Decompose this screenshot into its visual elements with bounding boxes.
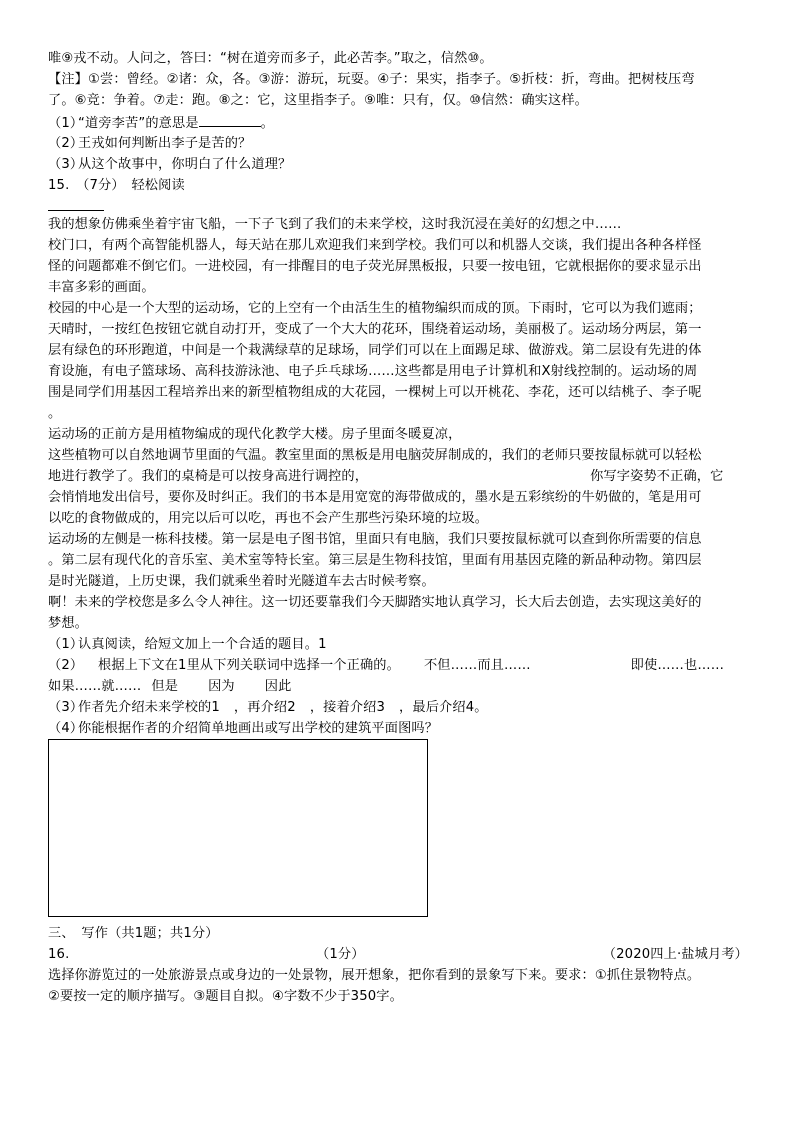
annotation-line: 了。⑥竞：争着。⑦走：跑。⑧之：它，这里指李子。⑨唯：只有，仅。⑩信然：确实这样。: [48, 93, 589, 108]
q15-header: 15. （7分） 轻松阅读: [48, 178, 185, 193]
option: 不但……而且……: [423, 658, 531, 673]
passage-line: 层有绿色的环形跑道，中间是一个栽满绿草的足球场，同学们可以在上面踢足球、做游戏。第二层设有先进的体: [48, 343, 702, 358]
sub-question-number: （2）: [48, 136, 84, 151]
q14-sub2: [48, 135, 251, 153]
drawing-answer-box[interactable]: [48, 739, 428, 917]
q15-sub1: （1）认真阅读，给短文加上一个合适的题目。1: [48, 637, 327, 652]
q15-sub2-options: [48, 678, 291, 696]
prompt-line: ②要按一定的顺序描写。③题目自拟。④字数不少于350字。: [48, 989, 403, 1004]
sub-question-text: 认真阅读，给短文加上一个合适的题目。1: [78, 637, 327, 652]
passage-line: 地进行教学了。我们的桌椅是可以按身高进行调控的， 你写字姿势不正确，它: [48, 469, 724, 484]
annotation-line: 【注】①尝：曾经。②诸：众，各。③游：游玩，玩耍。④子：果实，指李子。⑤折枝：折，弯曲。把树枝压弯: [48, 72, 695, 87]
q14-sub3: [48, 156, 291, 174]
sub-question-number: （3）: [48, 157, 84, 172]
passage-line: 校园的中心是一个大型的运动场，它的上空有一个由活生生的植物编织而成的顶。下雨时，它可以为我们遮雨；: [48, 301, 702, 316]
question-source: （2020四上·盐城月考）: [602, 947, 748, 962]
sub-question-number: （1）: [48, 116, 84, 131]
question-score: （1分）: [316, 947, 365, 962]
q15-sub4: （4）你能根据作者的介绍简单地画出或写出学校的建筑平面图吗？: [48, 721, 439, 736]
sub-question-text: “道旁李苦”的意思是: [78, 116, 199, 131]
sub-question-text: 你能根据作者的介绍简单地画出或写出学校的建筑平面图吗？: [78, 721, 439, 736]
question-number: 16.: [48, 947, 70, 962]
q14-sub1: （1）“道旁李苦”的意思是 。: [48, 116, 275, 131]
passage-line: 育设施，有电子篮球场、高科技游泳池、电子乒乓球场……这些都是用电子计算机和X射线控制的。运动场的周: [48, 364, 698, 379]
passage-line: 这些植物可以自然地调节里面的气温。教室里面的黑板是用电脑荧屏制成的，我们的老师只要按鼠标就可以轻松: [48, 448, 702, 463]
prompt-line: 选择你游览过的一处旅游景点或身边的一处景物，展开想象，把你看到的景象写下来。要求：①抓住景物特点。: [48, 968, 701, 983]
passage-line: 运动场的左侧是一栋科技楼。第一层是电子图书馆，里面只有电脑，我们只要按鼠标就可以查到你所需要的信息: [48, 532, 702, 547]
passage-line: 梦想。: [48, 616, 89, 631]
sub-question-text: 王戎如何判断出李子是苦的？: [78, 136, 252, 151]
passage-line: 以吃的食物做成的，用完以后可以吃，再也不会产生那些污染环境的垃圾。: [48, 511, 489, 526]
option: 但是: [151, 679, 179, 694]
passage-line: 会悄悄地发出信号，要你及时纠正。我们的书本是用宽宽的海带做成的，墨水是五彩缤纷的牛奶做的，笔是用可: [48, 490, 702, 505]
passage-line: 。第二层有现代化的音乐室、美术室等特长室。第三层是生物科技馆，里面有用基因克隆的新品种动物。第四层: [48, 553, 702, 568]
option: 即使……也……: [630, 658, 725, 673]
answer-blank[interactable]: [199, 114, 261, 127]
passage-line: 我的想象仿佛乘坐着宇宙飞船，一下子飞到了我们的未来学校，这时我沉浸在美好的幻想之中……: [48, 217, 622, 232]
option: 因此: [264, 679, 292, 694]
passage-line: 天晴时，一按红色按钮它就自动打开，变成了一个大大的花环，围绕着运动场，美丽极了。运动场分两层，第一: [48, 322, 702, 337]
passage-line: 怪的问题都难不倒它们。一进校园，有一排醒目的电子荧光屏黑板报，只要一按电钮，它就根据你的要求显示出: [48, 259, 702, 274]
q16-header: [48, 946, 748, 964]
q15-sub2: （2） 根据上下文在1里从下列关联词中选择一个正确的。 不但……而且…… 即使……也……: [48, 658, 725, 673]
passage-line: 唯⑨戎不动。人问之，答曰：“树在道旁而多子，此必苦李。”取之，信然⑩。: [48, 51, 493, 66]
q15-sub3: （3）作者先介绍未来学校的1 ，再介绍2 ，接着介绍3 ，最后介绍4。: [48, 700, 488, 715]
passage-line: 校门口，有两个高智能机器人，每天站在那儿欢迎我们来到学校。我们可以和机器人交谈，我们提出各种各样怪: [48, 238, 702, 253]
passage-line: 丰富多彩的画面。: [48, 280, 155, 295]
passage-line: 围是同学们用基因工程培养出来的新型植物组成的大花园，一棵树上可以开桃花、李花，还可以结桃子、李子呢: [48, 385, 702, 400]
passage-line: 啊！未来的学校您是多么令人神往。这一切还要靠我们今天脚踏实地认真学习，长大后去创造，去实现这美好的: [48, 595, 702, 610]
passage-line: 是时光隧道，上历史课，我们就乘坐着时光隧道车去古时候考察。: [48, 574, 435, 589]
sub-question-text: 从这个故事中，你明白了什么道理？: [78, 157, 292, 172]
section-header: 三、 写作（共1题；共1分）: [48, 926, 219, 941]
option: 如果……就……: [48, 679, 142, 694]
sub-question-text: 根据上下文在1里从下列关联词中选择一个正确的。: [98, 658, 400, 673]
option: 因为: [208, 679, 235, 694]
divider: [48, 210, 104, 211]
passage-line: 运动场的正前方是用植物编成的现代化教学大楼。房子里面冬暖夏凉，: [48, 427, 462, 442]
passage-line: 。: [48, 406, 62, 421]
